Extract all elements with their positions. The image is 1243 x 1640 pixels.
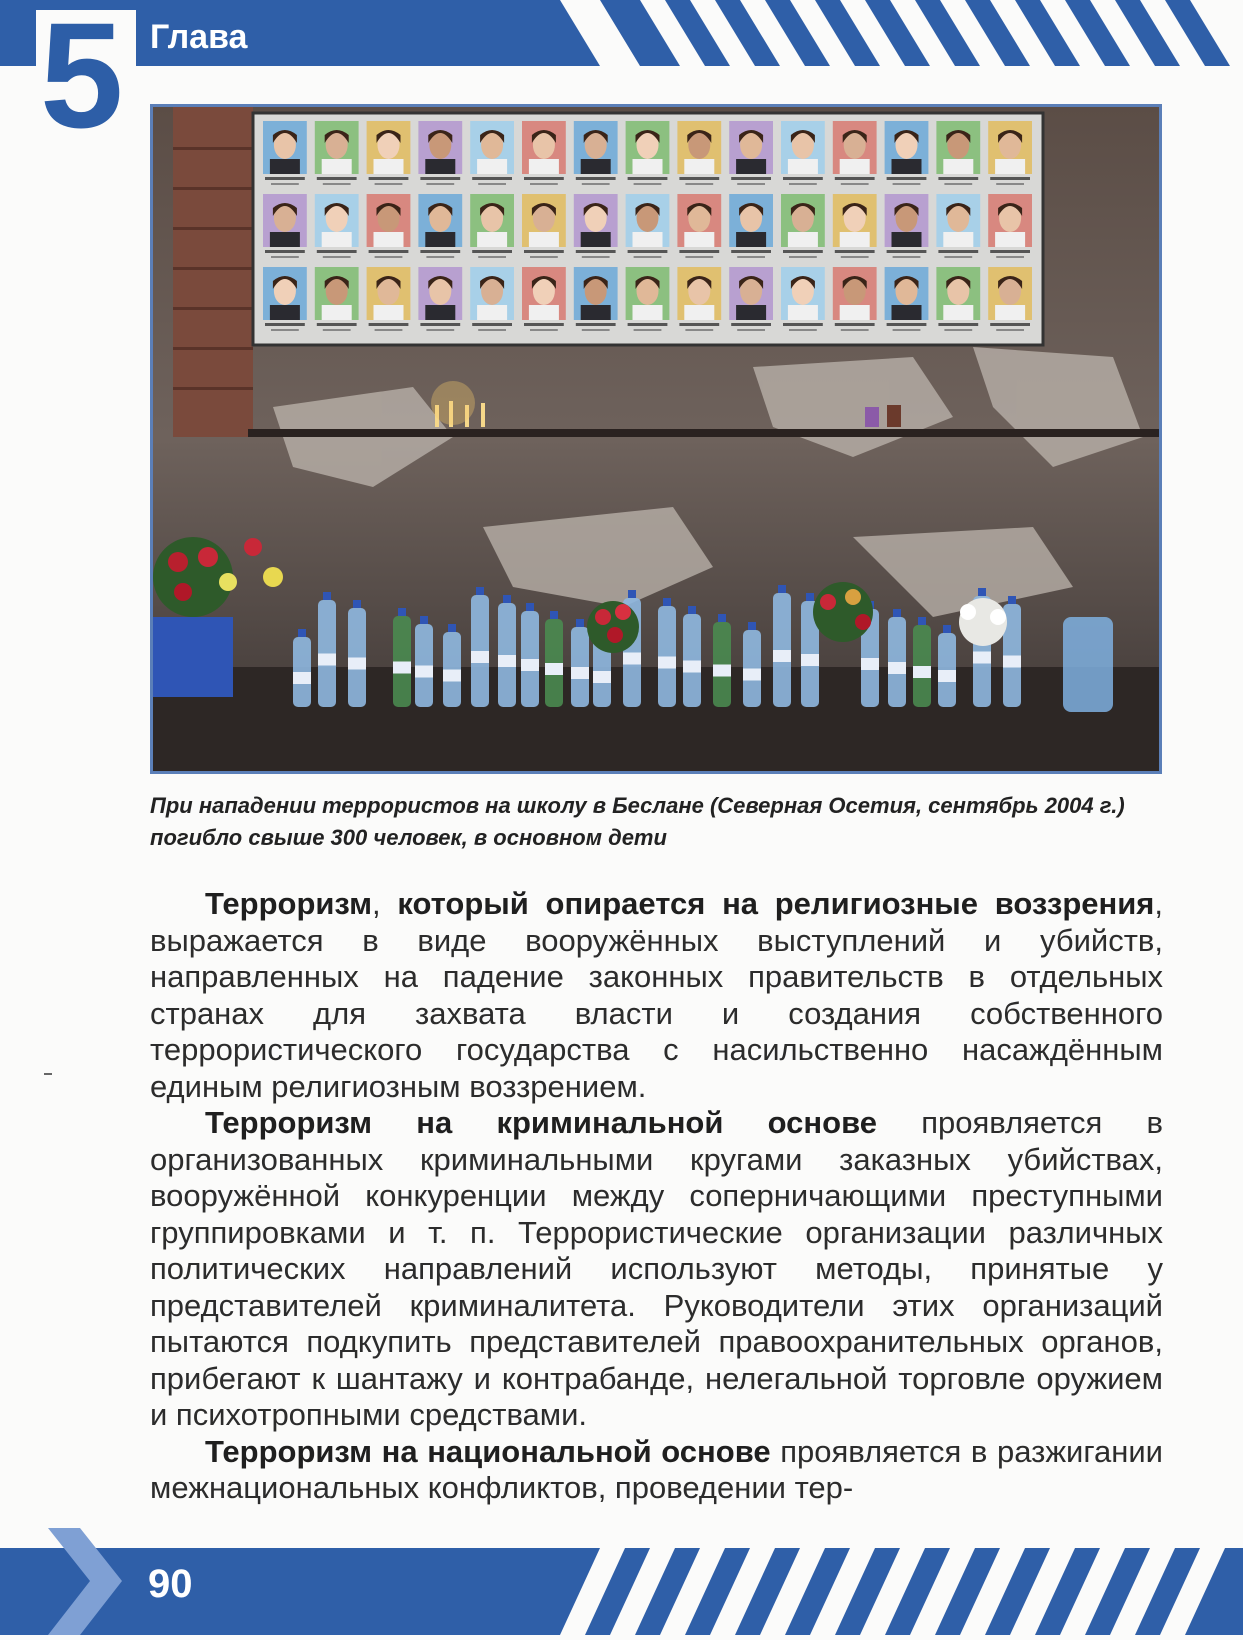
water-bottle (498, 595, 516, 707)
water-bottle (913, 617, 931, 707)
paragraph-national-terrorism (150, 1434, 1163, 1507)
water-bottle (773, 585, 791, 707)
water-bottle (471, 587, 489, 707)
paragraph-text: , выражается в виде вооружённых выступлений и убийств, направленных на падение законных правительств в отдельных странах для захвата власти и создания собственного террористического государства с насильственно насаждённым единым религиозным воззрением. (150, 886, 1163, 1104)
paragraph-text: проявляется в организованных криминальными кругами заказных убийствах, вооружённой конкуренции между соперничающими преступными группировками и т. п. Террористические организации различных политических направлений используют методы, принятые у представителей криминалитета. Руководители этих организаций пытаются подкупить представителей правоохранительных органов, прибегают к шантажу и контрабанде, нелегальной торговле оружием и психотропными средствами. (150, 1105, 1163, 1432)
term-heading: Терроризм на криминальной основе (205, 1105, 877, 1140)
water-bottle (318, 592, 336, 707)
term-heading: Терроризм на национальной основе (205, 1433, 771, 1469)
chevron-right-icon (40, 1528, 130, 1635)
chapter-number: 5 (40, 0, 120, 159)
water-bottle (683, 606, 701, 707)
margin-mark (44, 1073, 52, 1075)
water-bottle (443, 624, 461, 707)
term-heading: который опирается на религиозные воззрения (397, 886, 1155, 921)
paragraph-criminal-terrorism (150, 1105, 1163, 1434)
paragraph-religious-terrorism (150, 886, 1163, 1105)
water-bottle (743, 622, 761, 707)
water-bottle (938, 625, 956, 707)
water-bottle (713, 614, 731, 707)
water-bottle (293, 629, 311, 707)
paragraph-connector: , (372, 886, 398, 921)
body-text (150, 886, 1163, 1507)
water-bottle (393, 608, 411, 707)
paragraph-text: проявляется в разжигании межнациональных конфликтов, проведении тер- (150, 1433, 1163, 1505)
memorial-photo (150, 104, 1162, 774)
water-bottle (521, 603, 539, 707)
water-bottle (888, 609, 906, 707)
water-bottle (545, 611, 563, 707)
memorial-photo-illustration (153, 107, 1159, 771)
page-number: 90 (148, 1562, 193, 1606)
term-heading: Терроризм (205, 886, 373, 921)
photo-caption: При нападении террористов на школу в Беслане (Северная Осетия, сентябрь 2004 г.) погибло свыше 300 человек, в основном дети (150, 793, 1125, 850)
water-bottle (415, 616, 433, 707)
water-bottle (571, 619, 589, 707)
water-bottle (658, 598, 676, 707)
water-bottle (348, 600, 366, 707)
chapter-label: Глава (150, 18, 248, 56)
water-bottle (1003, 596, 1021, 707)
